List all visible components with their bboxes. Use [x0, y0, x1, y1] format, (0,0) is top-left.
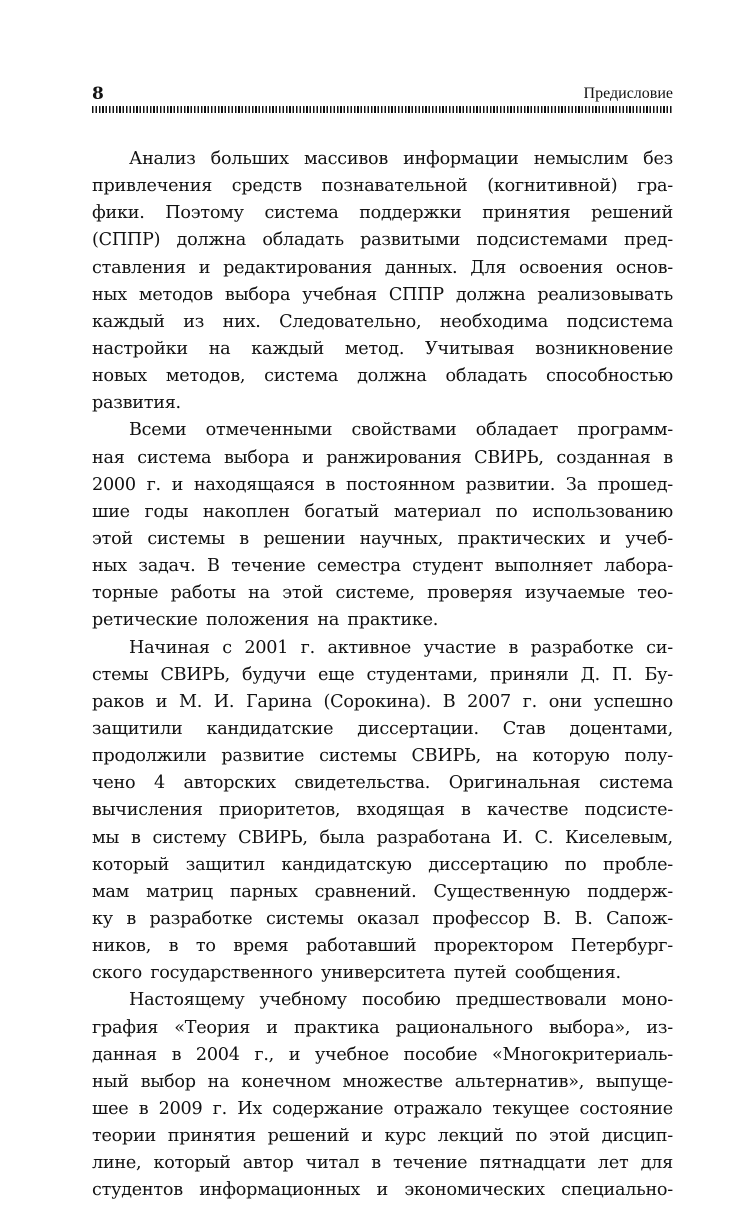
text-line: мы в систему СВИРЬ, была разработана И. С. Киселевым,	[92, 827, 673, 848]
text-line: шие годы накоплен богатый материал по использованию	[92, 501, 673, 522]
text-line: мам матриц парных сравнений. Существенную поддерж-	[92, 881, 673, 902]
text-line: этой системы в решении научных, практических и учеб-	[92, 528, 673, 549]
text-line: продолжили развитие системы СВИРЬ, на которую полу-	[92, 746, 673, 767]
text-line: шее в 2009 г. Их содержание отражало текущее состояние	[92, 1098, 673, 1119]
text-line: чено 4 авторских свидетельства. Оригинальная система	[92, 773, 673, 794]
text-line: раков и М. И. Гарина (Сорокина). В 2007 г. они успешно	[92, 691, 673, 712]
text-line: стемы СВИРЬ, будучи еще студентами, приняли Д. П. Бу-	[92, 664, 673, 685]
text-line: новых методов, система должна обладать способностью	[92, 366, 673, 387]
text-line: лине, который автор читал в течение пятнадцати лет для	[92, 1153, 673, 1174]
text-line: торные работы на этой системе, проверяя изучаемые тео-	[92, 583, 673, 604]
paragraph	[92, 635, 673, 988]
text-line: Всеми отмеченными свойствами обладает программ-	[129, 420, 673, 441]
paragraph	[92, 146, 673, 417]
text-line: Анализ больших массивов информации немыслим без	[129, 149, 673, 169]
text-line: Начиная с 2001 г. активное участие в разработке си-	[129, 637, 673, 658]
paragraph	[92, 987, 673, 1204]
text-line: ку в разработке системы оказал профессор В. В. Сапож-	[92, 908, 673, 929]
header-rule	[92, 106, 673, 113]
text-line: привлечения средств познавательной (когнитивной) гра-	[92, 176, 673, 197]
text-line: данная в 2004 г., и учебное пособие «Многокритериаль-	[92, 1044, 673, 1065]
text-line: вычисления приоритетов, входящая в качестве подсисте-	[92, 800, 673, 821]
text-line: ретические положения на практике.	[92, 610, 439, 631]
text-line: ников, в то время работавший проректором Петербург-	[92, 936, 673, 957]
text-line: ставления и редактирования данных. Для освоения основ-	[92, 257, 673, 278]
text-line: защитили кандидатские диссертации. Став доцентами,	[92, 718, 673, 739]
text-line: ского государственного университета путей сообщения.	[92, 963, 621, 984]
text-line: который защитил кандидатскую диссертацию по пробле-	[92, 854, 673, 875]
text-line: ных методов выбора учебная СППР должна реализовывать	[92, 284, 673, 305]
text-line: 2000 г. и находящаяся в постоянном развитии. За прошед-	[92, 474, 673, 495]
paragraph	[92, 417, 673, 634]
text-line: теории принятия решений и курс лекций по этой дисцип-	[92, 1126, 673, 1147]
page-number: 8	[92, 84, 104, 104]
running-head	[92, 84, 673, 104]
text-line: графия «Теория и практика рационального выбора», из-	[92, 1017, 673, 1038]
text-line: ная система выбора и ранжирования СВИРЬ, созданная в	[92, 447, 673, 468]
text-line: фики. Поэтому система поддержки принятия решений	[92, 203, 673, 224]
text-line: студентов информационных и экономических специально-	[92, 1180, 673, 1201]
section-title: Предисловие	[583, 85, 673, 102]
text-line: настройки на каждый метод. Учитывая возникновение	[92, 338, 673, 359]
text-line: Настоящему учебному пособию предшествовали моно-	[129, 990, 673, 1011]
text-line: развития.	[92, 393, 181, 414]
text-body	[92, 146, 673, 1204]
text-line: каждый из них. Следовательно, необходима подсистема	[92, 311, 673, 332]
text-line: (СППР) должна обладать развитыми подсистемами пред-	[92, 230, 673, 251]
text-line: ный выбор на конечном множестве альтернатив», выпуще-	[92, 1071, 673, 1092]
text-line: ных задач. В течение семестра студент выполняет лабора-	[92, 556, 673, 577]
